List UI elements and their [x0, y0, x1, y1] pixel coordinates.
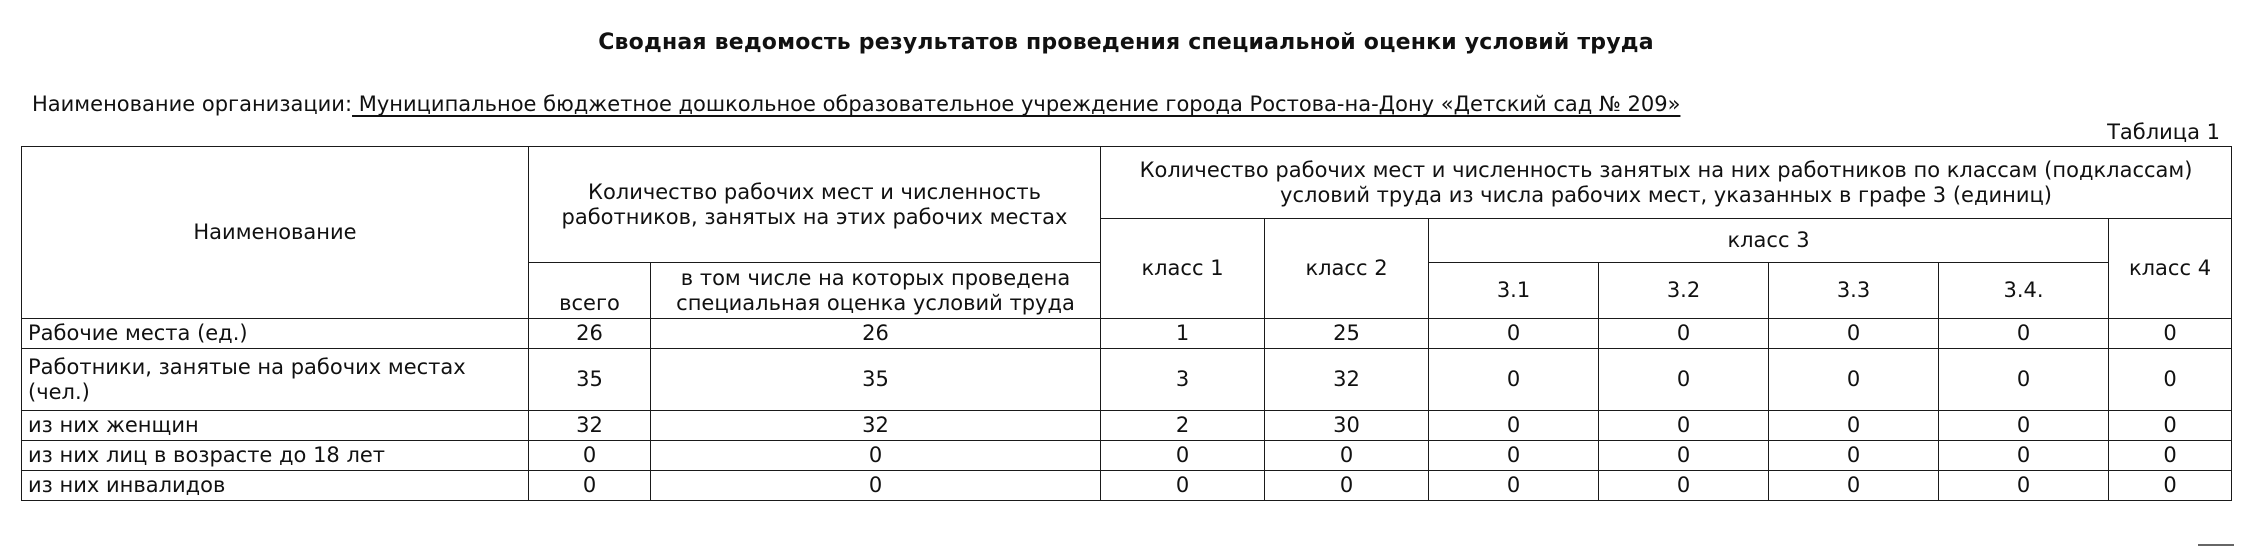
table-row: [22, 411, 2232, 441]
cell-class-2: 0: [1265, 471, 1429, 501]
header-class-3: класс 3: [1429, 219, 2109, 263]
cell-assessed: 0: [651, 471, 1101, 501]
row-label: из них инвалидов: [22, 471, 529, 501]
page-title: Сводная ведомость результатов проведения специальной оценки условий труда: [598, 30, 1654, 55]
cell-total: 35: [529, 349, 651, 411]
header-subclass-3-3: 3.3: [1769, 263, 1939, 319]
table-row: [22, 319, 2232, 349]
cell-class-3-2: 0: [1599, 441, 1769, 471]
cell-class-3-4: 0: [1939, 441, 2109, 471]
cell-total: 32: [529, 411, 651, 441]
organization-line: [32, 92, 1680, 116]
cell-class-4: 0: [2109, 319, 2232, 349]
cell-class-3-1: 0: [1429, 411, 1599, 441]
cell-class-3-1: 0: [1429, 471, 1599, 501]
cell-class-2: 25: [1265, 319, 1429, 349]
cell-class-2: 0: [1265, 441, 1429, 471]
cell-class-2: 30: [1265, 411, 1429, 441]
cell-class-3-3: 0: [1769, 441, 1939, 471]
header-workplaces-group: Количество рабочих мест и численность работников, занятых на этих рабочих местах: [529, 147, 1101, 263]
row-label: Работники, занятые на рабочих местах (чел.): [22, 349, 529, 411]
cell-class-4: 0: [2109, 441, 2232, 471]
cell-assessed: 35: [651, 349, 1101, 411]
cell-class-3-4: 0: [1939, 319, 2109, 349]
cell-class-3-1: 0: [1429, 441, 1599, 471]
cell-class-4: 0: [2109, 411, 2232, 441]
cell-class-3-1: 0: [1429, 319, 1599, 349]
table-row: [22, 471, 2232, 501]
summary-table: [21, 146, 2232, 501]
header-total: всего: [529, 263, 651, 319]
organization-label: Наименование организации:: [32, 92, 353, 116]
cell-class-3-1: 0: [1429, 349, 1599, 411]
cell-class-4: 0: [2109, 471, 2232, 501]
header-assessed: в том числе на которых проведена специальная оценка условий труда: [651, 263, 1101, 319]
cell-class-3-2: 0: [1599, 471, 1769, 501]
cell-class-3-4: 0: [1939, 411, 2109, 441]
table-row: [22, 349, 2232, 411]
cell-total: 0: [529, 441, 651, 471]
cell-class-3-2: 0: [1599, 349, 1769, 411]
cell-total: 0: [529, 471, 651, 501]
cell-class-3-3: 0: [1769, 411, 1939, 441]
header-class-4: класс 4: [2109, 219, 2232, 319]
cell-class-3-3: 0: [1769, 349, 1939, 411]
table-number: Таблица 1: [2107, 120, 2220, 144]
cell-assessed: 0: [651, 441, 1101, 471]
cell-class-1: 0: [1101, 471, 1265, 501]
table-row: [22, 441, 2232, 471]
cell-class-1: 2: [1101, 411, 1265, 441]
page-edge-mark: [2198, 544, 2234, 546]
header-name: Наименование: [22, 147, 529, 319]
cell-class-3-2: 0: [1599, 411, 1769, 441]
cell-class-1: 3: [1101, 349, 1265, 411]
header-subclass-3-1: 3.1: [1429, 263, 1599, 319]
cell-class-3-3: 0: [1769, 471, 1939, 501]
header-subclass-3-2: 3.2: [1599, 263, 1769, 319]
cell-assessed: 26: [651, 319, 1101, 349]
cell-class-2: 32: [1265, 349, 1429, 411]
row-label: из них лиц в возрасте до 18 лет: [22, 441, 529, 471]
header-subclass-3-4: 3.4.: [1939, 263, 2109, 319]
cell-class-3-4: 0: [1939, 349, 2109, 411]
cell-class-4: 0: [2109, 349, 2232, 411]
header-class-1: класс 1: [1101, 219, 1265, 319]
cell-class-3-2: 0: [1599, 319, 1769, 349]
cell-class-1: 0: [1101, 441, 1265, 471]
row-label: Рабочие места (ед.): [22, 319, 529, 349]
organization-name: Муниципальное бюджетное дошкольное образовательное учреждение города Ростова-на-Дону «Детский сад № 209»: [352, 92, 1681, 116]
cell-class-3-4: 0: [1939, 471, 2109, 501]
cell-class-3-3: 0: [1769, 319, 1939, 349]
header-class-2: класс 2: [1265, 219, 1429, 319]
row-label: из них женщин: [22, 411, 529, 441]
header-classes-group: Количество рабочих мест и численность занятых на них работников по классам (подклассам) условий труда из числа рабочих мест, указанных в графе 3 (единиц): [1101, 147, 2232, 219]
cell-assessed: 32: [651, 411, 1101, 441]
cell-class-1: 1: [1101, 319, 1265, 349]
cell-total: 26: [529, 319, 651, 349]
